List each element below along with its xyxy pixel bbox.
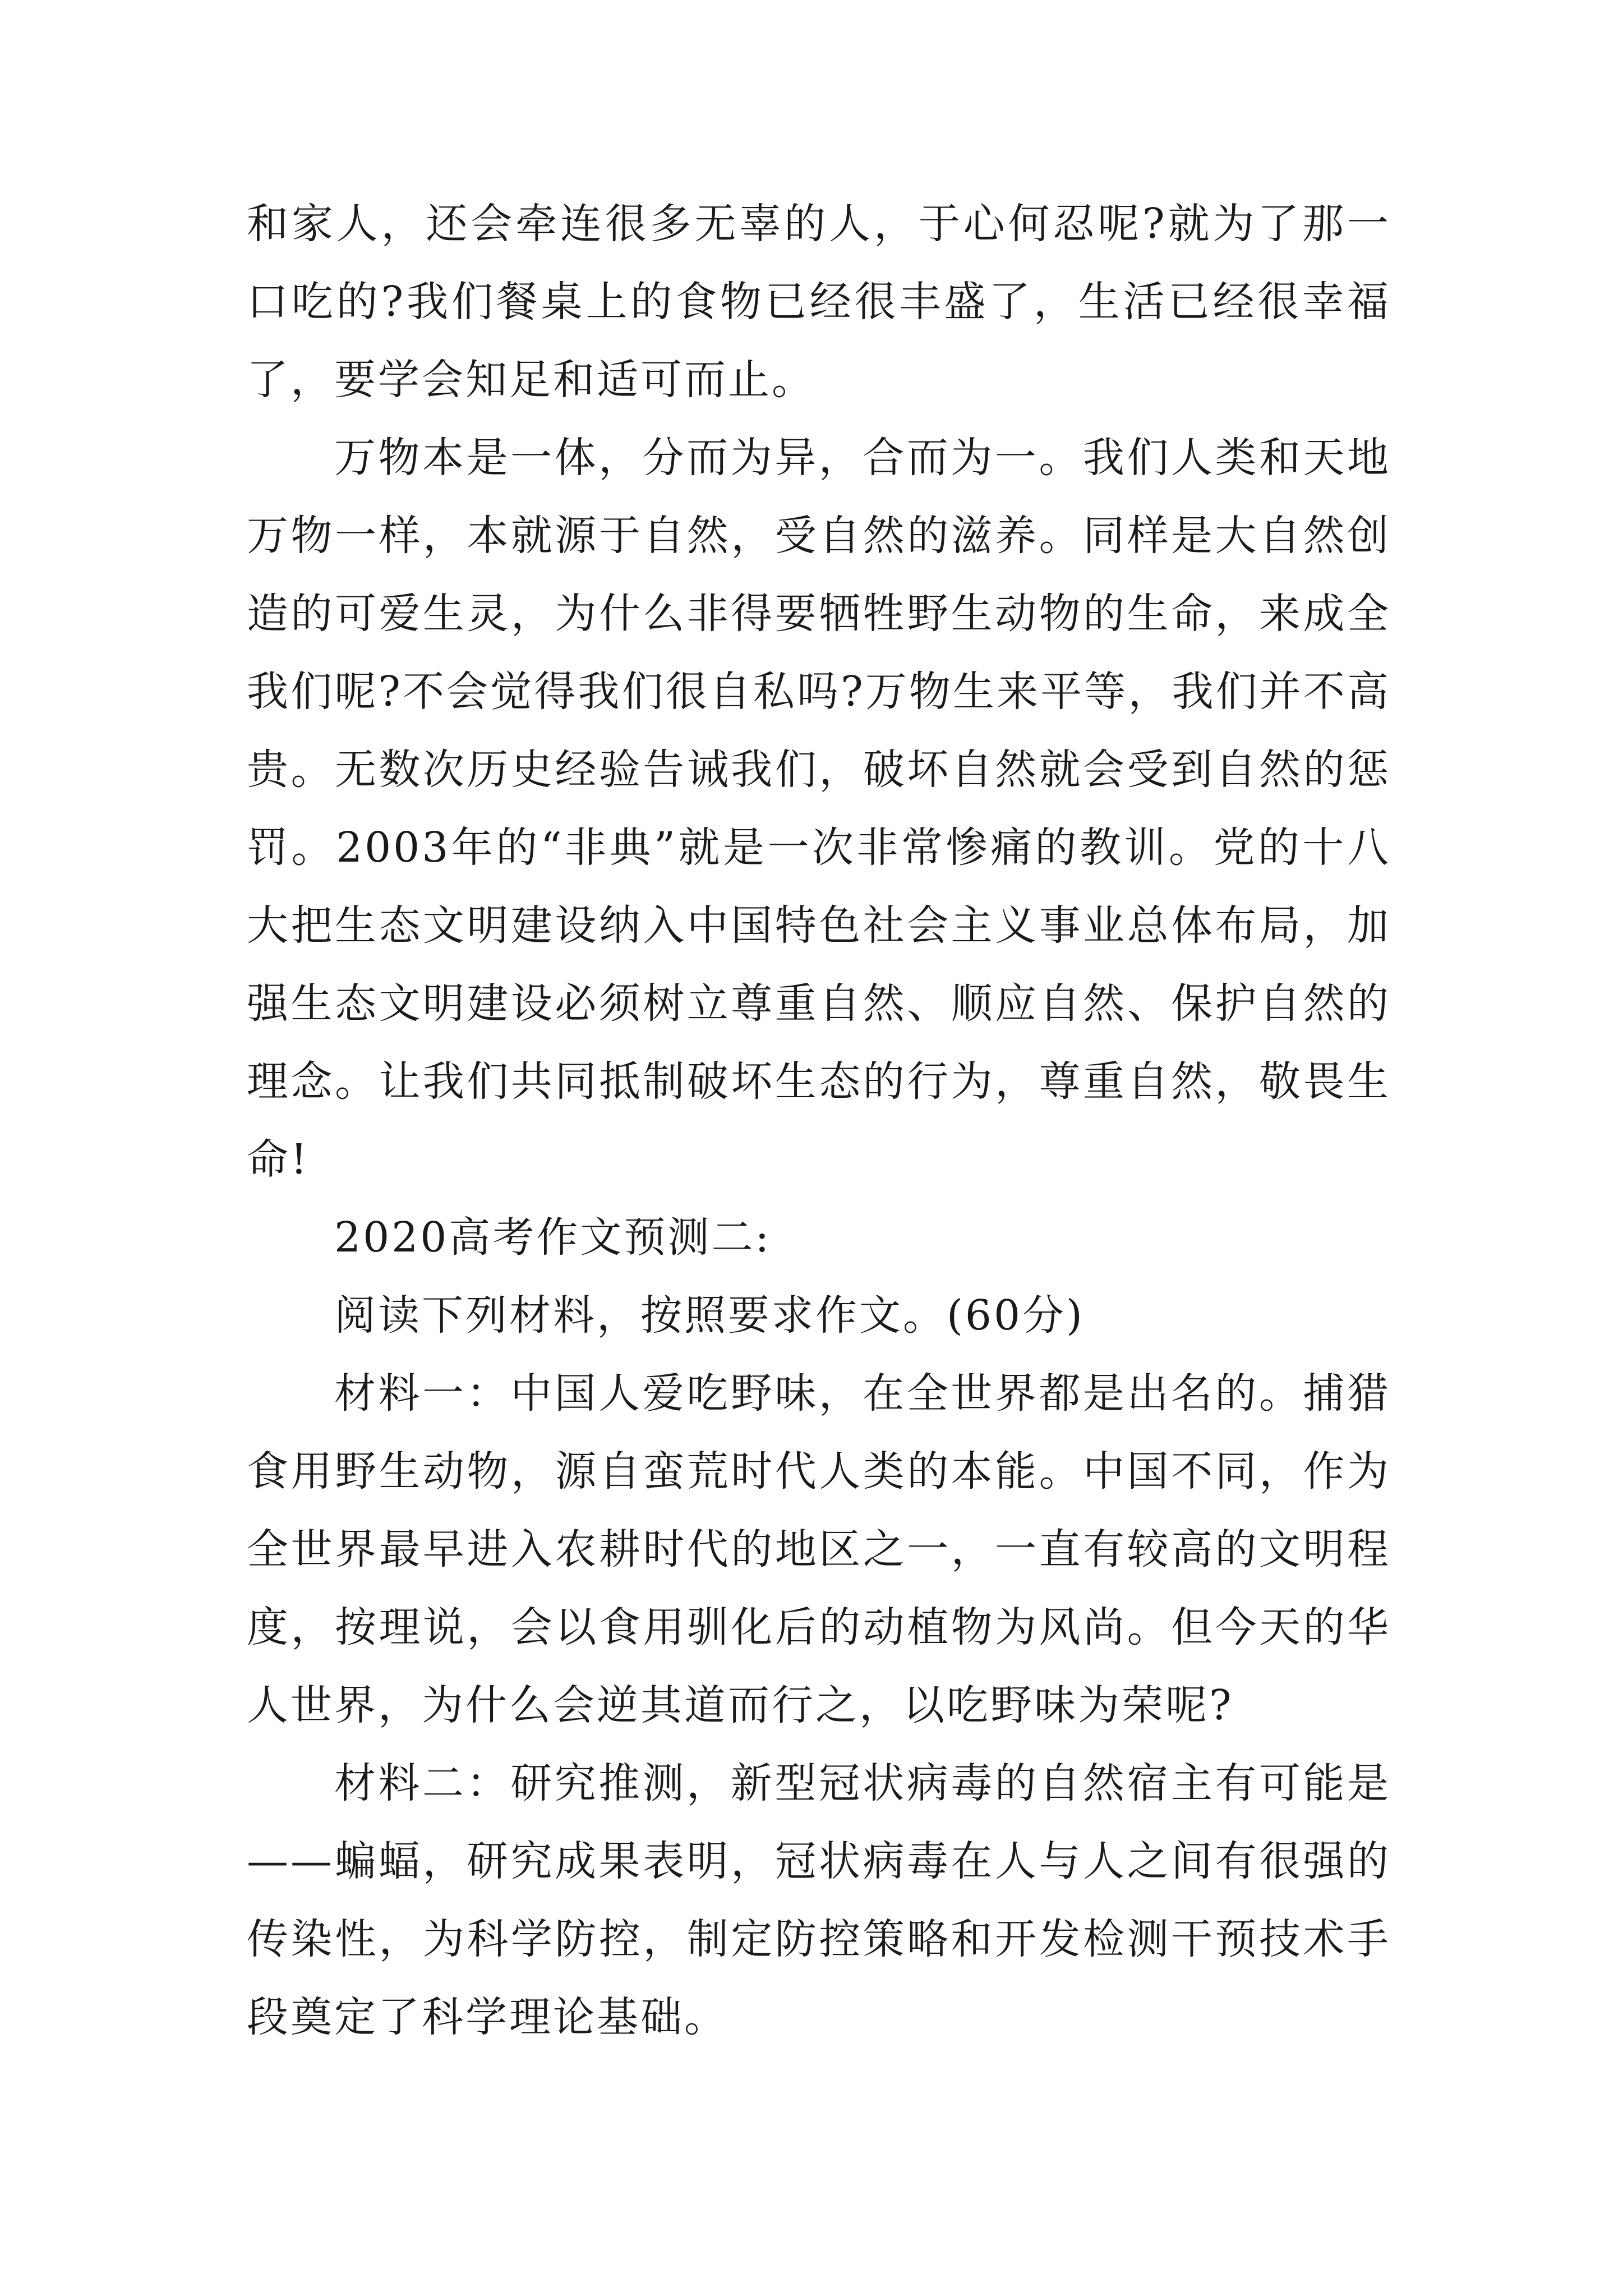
paragraph-continuation: 和家人，还会牵连很多无辜的人，于心何忍呢?就为了那一口吃的?我们餐桌上的食物已经很丰盛了，生活已经很幸福了，要学会知足和适可而止。	[247, 200, 1391, 404]
document-body	[247, 185, 1391, 2056]
section-heading-prediction-two: 2020高考作文预测二:	[334, 1213, 772, 1262]
paragraph-material-one: 材料一：中国人爱吃野味，在全世界都是出名的。捕猎食用野生动物，源自蛮荒时代人类的本能。中国不同，作为全世界最早进入农耕时代的地区之一，一直有较高的文明程度，按理说，会以食用驯化后的动植物为风尚。但今天的华人世界，为什么会逆其道而行之，以吃野味为荣呢?	[247, 1369, 1391, 1729]
paragraph-material-two: 材料二：研究推测，新型冠状病毒的自然宿主有可能是——蝙蝠，研究成果表明，冠状病毒在人与人之间有很强的传染性，为科学防控，制定防控策略和开发检测干预技术手段奠定了科学理论基础。	[247, 1759, 1391, 2041]
instruction-line: 阅读下列材料，按照要求作文。(60分)	[334, 1291, 1085, 1340]
paragraph-nature-reflection: 万物本是一体，分而为异，合而为一。我们人类和天地万物一样，本就源于自然，受自然的滋养。同样是大自然创造的可爱生灵，为什么非得要牺牲野生动物的生命，来成全我们呢?不会觉得我们很自私吗?万物生来平等，我们并不高贵。无数次历史经验告诫我们，破坏自然就会受到自然的惩罚。2003年的“非典”就是一次非常惨痛的教训。党的十八大把生态文明建设纳入中国特色社会主义事业总体布局，加强生态文明建设必须树立尊重自然、顺应自然、保护自然的理念。让我们共同抵制破坏生态的行为，尊重自然，敬畏生命!	[247, 434, 1391, 1184]
